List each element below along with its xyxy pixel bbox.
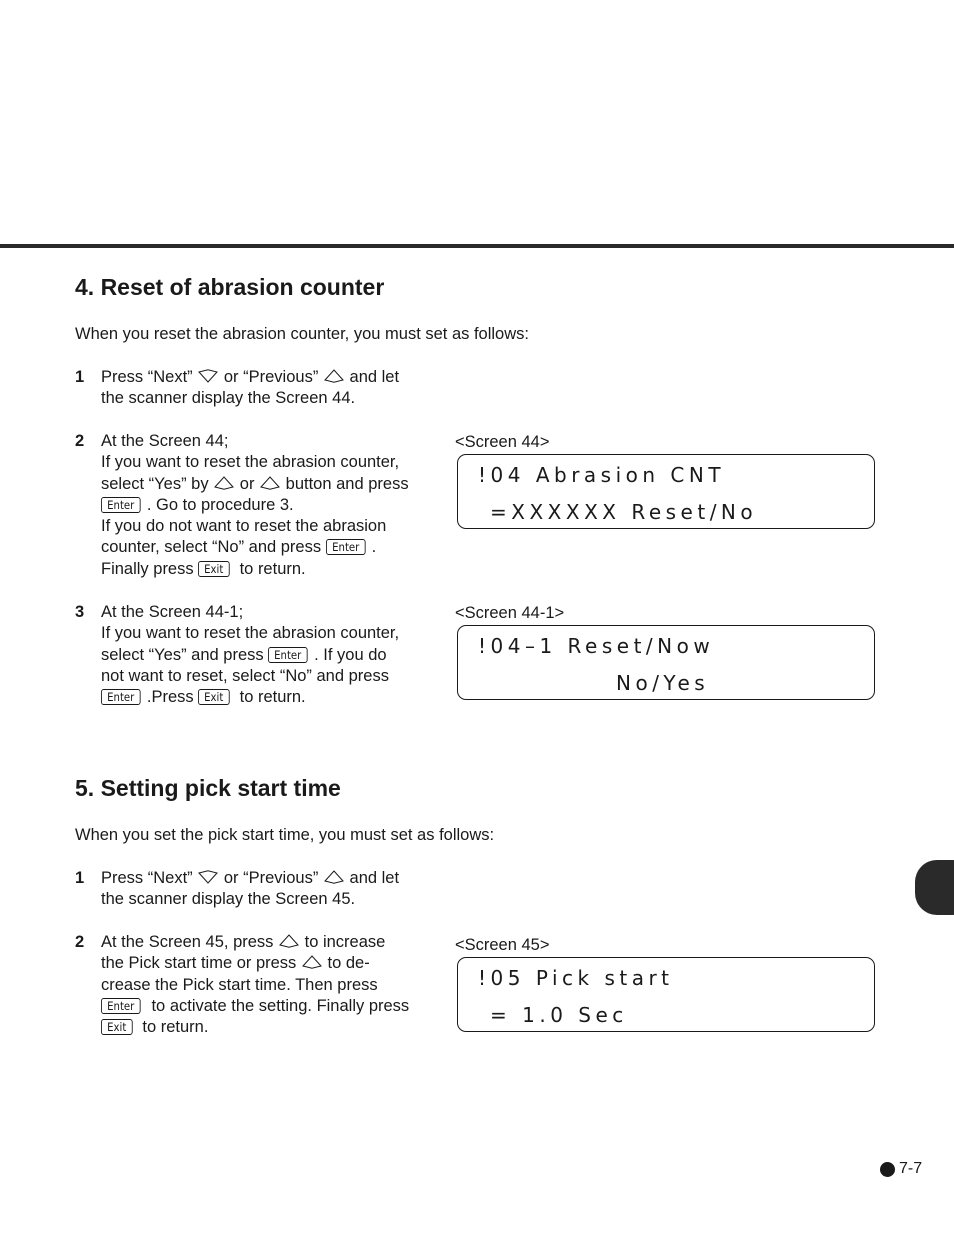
enter-key-icon: Enter	[101, 998, 140, 1014]
enter-key-icon: Enter	[326, 539, 365, 555]
section-4-step-3: 3 At the Screen 44-1; If you want to reset the abrasion counter, select “Yes” and press Enter . If you do not want to reset, select “No” and press Enter .Press Exit to return.	[75, 603, 400, 707]
exit-key-icon: Exit	[198, 561, 229, 577]
header-rule	[0, 244, 954, 248]
previous-button-icon	[301, 955, 323, 969]
section-4-step-2: 2 At the Screen 44; If you want to reset the abrasion counter, select “Yes” by or button and press Enter . Go to procedure 3. If you do not want to reset the abrasion counter, select “No” and press Enter . Finally press Exit to return.	[75, 432, 409, 578]
section-5-step-1: 1 Press “Next” or “Previous” and let the scanner display the Screen 45.	[75, 869, 400, 909]
section-5-step-2: 2 At the Screen 45, press to increase the Pick start time or press to de- crease the Pick start time. Then press Enter to activate the setting. Finally press Exit to return.	[75, 933, 410, 1037]
previous-button-icon	[323, 870, 345, 884]
chapter-tab	[915, 860, 954, 915]
screen-44-1-display	[457, 625, 875, 700]
screen-45-display	[457, 957, 875, 1032]
step-number: 1	[75, 368, 85, 386]
screen-44-1-label: <Screen 44-1>	[455, 604, 565, 622]
exit-key-icon: Exit	[101, 1019, 132, 1035]
previous-button-icon	[323, 369, 345, 383]
bullet-icon	[880, 1162, 895, 1177]
screen-44-label: <Screen 44>	[455, 433, 550, 451]
lcd-line-2: =XXXXXX Reset/No	[490, 500, 758, 524]
next-button-icon	[197, 369, 219, 383]
lcd-line-1: !05 Pick start	[478, 966, 674, 990]
enter-key-icon: Enter	[268, 647, 307, 663]
lcd-line-2: = 1.0 Sec	[490, 1003, 628, 1027]
lcd-line-1: !04 Abrasion CNT	[478, 463, 726, 487]
step-number: 2	[75, 933, 85, 951]
section-4-intro: When you reset the abrasion counter, you must set as follows:	[75, 325, 529, 343]
section-5-heading: 5. Setting pick start time	[75, 775, 341, 801]
step-number: 3	[75, 603, 85, 621]
section-4-step-1: 1 Press “Next” or “Previous” and let the scanner display the Screen 44.	[75, 368, 400, 408]
enter-key-icon: Enter	[101, 689, 140, 705]
step-number: 2	[75, 432, 85, 450]
screen-44-display	[457, 454, 875, 529]
previous-button-icon	[213, 476, 235, 490]
screen-45-label: <Screen 45>	[455, 936, 550, 954]
previous-button-icon	[259, 476, 281, 490]
lcd-line-2: No/Yes	[616, 671, 710, 695]
previous-button-icon	[278, 934, 300, 948]
next-button-icon	[197, 870, 219, 884]
exit-key-icon: Exit	[198, 689, 229, 705]
section-4-heading: 4. Reset of abrasion counter	[75, 274, 385, 300]
enter-key-icon: Enter	[101, 497, 140, 513]
page-number: 7-7	[880, 1159, 922, 1179]
step-number: 1	[75, 869, 85, 887]
section-5-intro: When you set the pick start time, you must set as follows:	[75, 826, 495, 844]
lcd-line-1: !04–1 Reset/Now	[478, 634, 715, 658]
